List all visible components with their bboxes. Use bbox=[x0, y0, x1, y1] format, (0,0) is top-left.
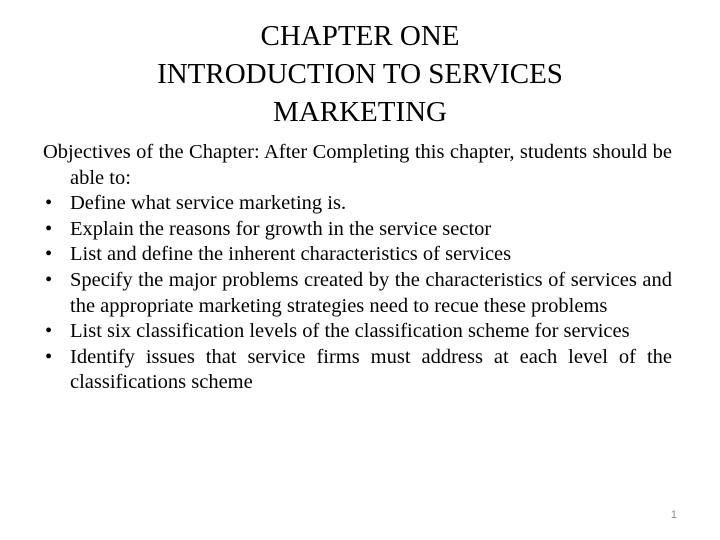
title-line-3: MARKETING bbox=[273, 96, 447, 128]
title-line-1: CHAPTER ONE bbox=[260, 20, 460, 52]
chapter-title bbox=[0, 17, 720, 131]
objective-text: Explain the reasons for growth in the service sector bbox=[70, 217, 492, 240]
objectives-list bbox=[43, 191, 672, 396]
objective-item bbox=[43, 345, 672, 396]
page-number: 1 bbox=[670, 509, 677, 521]
objective-item bbox=[43, 217, 672, 243]
objective-item bbox=[43, 319, 672, 345]
title-line-2: INTRODUCTION TO SERVICES bbox=[157, 58, 563, 90]
bullet-icon: • bbox=[45, 268, 53, 291]
bullet-icon: • bbox=[45, 217, 53, 240]
objectives-intro: Objectives of the Chapter: After Completing this chapter, students should be able to: bbox=[43, 141, 672, 189]
bullet-icon: • bbox=[45, 243, 53, 266]
bullet-icon: • bbox=[45, 345, 53, 368]
objective-text: Identify issues that service firms must address at each level of the classifications scheme bbox=[70, 345, 672, 394]
objective-item bbox=[43, 268, 672, 319]
objective-text: List six classification levels of the classification scheme for services bbox=[70, 320, 630, 343]
objective-text: Specify the major problems created by the characteristics of services and the appropriate marketing strategies need to recue these problems bbox=[70, 268, 672, 317]
objective-text: Define what service marketing is. bbox=[70, 192, 347, 215]
objective-item bbox=[43, 242, 672, 268]
bullet-icon: • bbox=[45, 192, 53, 215]
objective-item bbox=[43, 191, 672, 217]
slide-body bbox=[43, 140, 672, 396]
bullet-icon: • bbox=[45, 320, 53, 343]
objective-text: List and define the inherent characteristics of services bbox=[70, 243, 512, 266]
